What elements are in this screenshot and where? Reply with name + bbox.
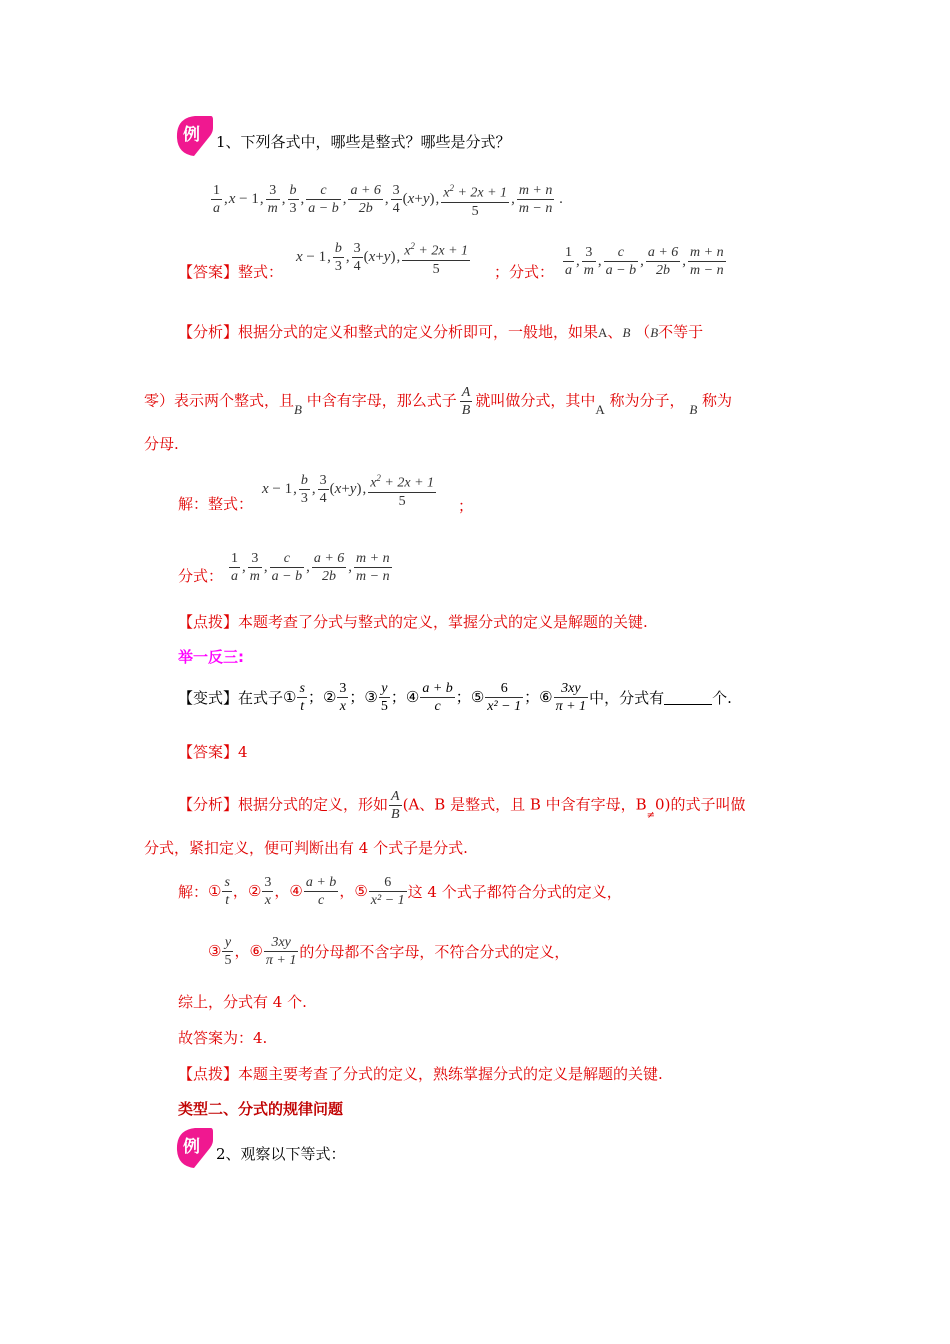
example1-solution-semicolon: ； bbox=[458, 497, 474, 515]
variant-answer-value: 4 bbox=[238, 743, 248, 761]
example-badge-icon: 例 bbox=[176, 1126, 214, 1170]
example1-solution-label: 解：整式： bbox=[178, 495, 254, 513]
section-title: 类型二、分式的规律问题 bbox=[178, 1100, 344, 1118]
variant-analysis-line1: 【分析】根据分式的定义，形如 $\frac{A}{B}$ (A、B 是整式，且 B 中含有字母，$B_\ne 0$)的式子叫做 bbox=[178, 789, 746, 822]
variant-solution-line2: ③ $\frac{y}{5}$ ， ⑥ $\frac{3xy}{\pi + 1}$ 的分母都不含字母，不符合分式的定义， bbox=[208, 935, 570, 968]
example1-question: 1、下列各式中，哪些是整式？哪些是分式？ bbox=[216, 133, 511, 151]
example1-answer-fractions: $\frac{1}{a}$ , $\frac{3}{m}$ , $\frac{c}{a - b}$ , $\frac{a + 6}{2b}$ , $\frac{m + n}{m - n}$ bbox=[565, 245, 724, 278]
example1-tip: 【点拨】本题考查了分式与整式的定义，掌握分式的定义是解题的关键. bbox=[178, 613, 648, 631]
example1-answer-polynomials: x − 1 , $\frac{b}{3}$ , $\frac{3}{4}$ ( x + y ) , $\frac{x^2 + 2x + 1}{5}$ bbox=[296, 241, 469, 277]
example1-solution-fractions: $\frac{1}{a}$ , $\frac{3}{m}$ , $\frac{c}{a - b}$ , $\frac{a + 6}{2b}$ , $\frac{m + n}{m - n}$ bbox=[231, 551, 390, 584]
variant-tip: 【点拨】本题主要考查了分式的定义，熟练掌握分式的定义是解题的关键. bbox=[178, 1065, 663, 1083]
analysis-label: 【分析】 bbox=[178, 323, 239, 341]
example1-analysis-line2: 零）表示两个整式，且B 中含有字母，那么式子 $\frac{A}{B}$ 就叫做分式，其中A 称为分子， B 称为 bbox=[144, 385, 733, 418]
example1-analysis-line1: 【分析】根据分式的定义和整式的定义分析即可，一般地，如果A、B （B不等于 bbox=[178, 323, 704, 341]
example-badge-icon: 例 bbox=[176, 114, 214, 158]
variant-solution-line1: 解： ① $\frac{s}{t}$ ， ② $\frac{3}{x}$ ， ④ $\frac{a + b}{c}$ ， ⑤ $\frac{6}{\text{x² − 1}}$ 这 4 个式子都符合分式的定义， bbox=[178, 875, 622, 908]
example1-answer-fraction-label: ；分式： bbox=[494, 263, 555, 281]
variant-analysis-line2: 分式，紧扣定义，便可判断出有 4 个式子是分式. bbox=[144, 839, 468, 857]
example2-question: 2、观察以下等式： bbox=[216, 1145, 346, 1163]
variant-question: 【变式】 在式子 ① $\frac{s}{t}$ ； ② $\frac{3}{x}$ ； ③ $\frac{y}{5}$ ； ④ $\frac{a + b}{c}$ ； ⑤ $\frac{6}{\text{x² − 1}}$ ； ⑥ $\frac{3xy}{\pi + 1}$ 中，分式有 个. bbox=[178, 681, 732, 714]
example1-answer-label: 【答案】整式： bbox=[178, 263, 284, 281]
example1-expression-list: $\frac{1}{a}$ , x − 1 , $\frac{3}{m}$ , $\frac{b}{3}$ , $\frac{c}{a - b}$ , $\frac{a + 6}{2b}$ , $\frac{3}{4}$ ( x + y ) , $\frac{x^2 + 2x + 1}{5}$ , $\frac{m + n}{m - n}$ . bbox=[213, 183, 563, 219]
variant-heading: 举一反三: bbox=[178, 648, 244, 666]
example1-solution-fraction-label: 分式： bbox=[178, 567, 224, 585]
example1-analysis-line3: 分母. bbox=[144, 435, 179, 453]
answer-blank bbox=[664, 690, 712, 705]
variant-answer: 【答案】4 bbox=[178, 743, 248, 761]
tip-label: 【点拨】 bbox=[178, 613, 239, 631]
variant-final-answer: 故答案为：4. bbox=[178, 1029, 268, 1047]
example1-solution-polynomials: x − 1 , $\frac{b}{3}$ , $\frac{3}{4}$ ( x + y ) , $\frac{x^2 + 2x + 1}{5}$ bbox=[262, 473, 435, 509]
variant-summary: 综上，分式有 4 个. bbox=[178, 993, 307, 1011]
